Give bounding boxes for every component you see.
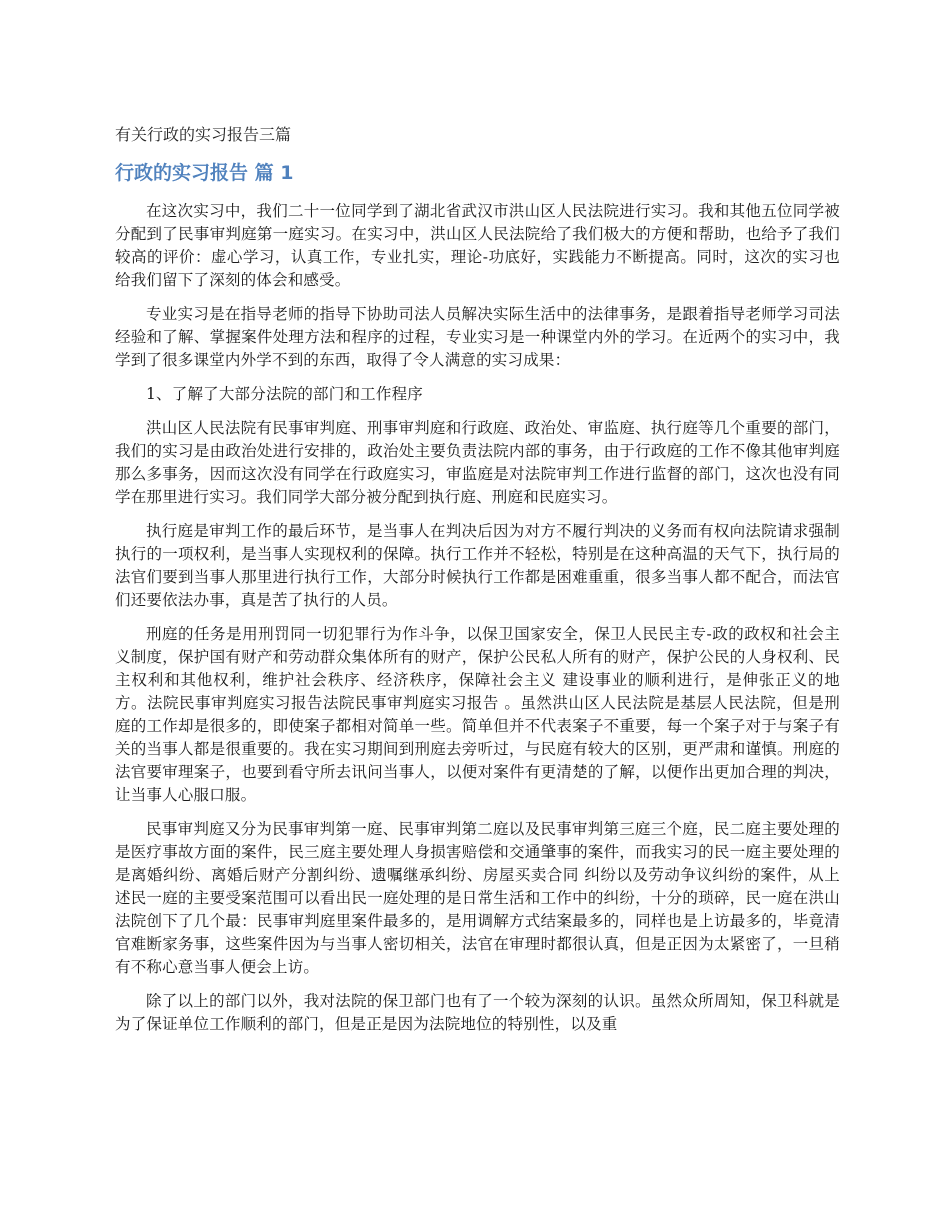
paragraph: 专业实习是在指导老师的指导下协助司法人员解决实际生活中的法律事务，是跟着指导老师学习司法经验和了解、掌握案件处理方法和程序的过程，专业实习是一种课堂内外的学习。在近两个的实习中，我学到了很多课堂内外学不到的东西，取得了令人满意的实习成果： xyxy=(115,305,840,369)
list-heading: 1、了解了大部分法院的部门和工作程序 xyxy=(146,385,423,403)
paragraph: 除了以上的部门以外，我对法院的保卫部门也有了一个较为深刻的认识。虽然众所周知，保卫科就是为了保证单位工作顺利的部门，但是正是因为法院地位的特别性，以及重 xyxy=(115,992,840,1033)
paragraph: 在这次实习中，我们二十一位同学到了湖北省武汉市洪山区人民法院进行实习。我和其他五位同学被分配到了民事审判庭第一庭实习。在实习中，洪山区人民法院给了我们极大的方便和帮助，也给予了我们较高的评价：虚心学习，认真工作，专业扎实，理论-功底好，实践能力不断提高。同时，这次的实习也给我们留下了深刻的体会和感受。 xyxy=(115,202,840,289)
document-page xyxy=(115,124,840,1047)
section-heading: 行政的实习报告 篇 1 xyxy=(115,162,294,184)
paragraph: 洪山区人民法院有民事审判庭、刑事审判庭和行政庭、政治处、审监庭、执行庭等几个重要的部门，我们的实习是由政治处进行安排的，政治处主要负责法院内部的事务，由于行政庭的工作不像其他审判庭那么多事务，因而这次没有同学在行政庭实习，审监庭是对法院审判工作进行监督的部门，这次也没有同学在那里进行实习。我们同学大部分被分配到执行庭、刑庭和民庭实习。 xyxy=(115,419,840,506)
paragraph: 刑庭的任务是用刑罚同一切犯罪行为作斗争，以保卫国家安全，保卫人民民主专-政的政权和社会主义制度，保护国有财产和劳动群众集体所有的财产，保护公民私人所有的财产，保护公民的人身权利、民主权利和其他权利，维护社会秩序、经济秩序，保障社会主义 建设事业的顺利进行，是伸张正义的地方。法院民事审判庭实习报告法院民事审判庭实习报告 。虽然洪山区人民法院是基层人民法院，但是刑庭的工作却是很多的，即使案子都相对简单一些。简单但并不代表案子不重要，每一个案子对于与案子有关的当事人都是很重要的。我在实习期间到刑庭去旁听过，与民庭有较大的区别，更严肃和谨慎。刑庭的法官要审理案子，也要到看守所去讯问当事人，以便对案件有更清楚的了解，以便作出更加合理的判决，让当事人心服口服。 xyxy=(115,625,840,804)
paragraph: 民事审判庭又分为民事审判第一庭、民事审判第二庭以及民事审判第三庭三个庭，民二庭主要处理的是医疗事故方面的案件，民三庭主要处理人身损害赔偿和交通肇事的案件，而我实习的民一庭主要处理的是离婚纠纷、离婚后财产分割纠纷、遗嘱继承纠纷、房屋买卖合同 纠纷以及劳动争议纠纷的案件，从上述民一庭的主要受案范围可以看出民一庭处理的是日常生活和工作中的纠纷，十分的琐碎，民一庭在洪山法院创下了几个最：民事审判庭里案件最多的，是用调解方式结案最多的，同样也是上访最多的，毕竟清官难断家务事，这些案件因为与当事人密切相关，法官在审理时都很认真，但是正因为太紧密了，一旦稍有不称心意当事人便会上访。 xyxy=(115,820,840,976)
paragraph: 执行庭是审判工作的最后环节，是当事人在判决后因为对方不履行判决的义务而有权向法院请求强制执行的一项权利，是当事人实现权利的保障。执行工作并不轻松，特别是在这种高温的天气下，执行局的法官们要到当事人那里进行执行工作，大部分时候执行工作都是困难重重，很多当事人都不配合，而法官们还要依法办事，真是苦了执行的人员。 xyxy=(115,522,840,609)
document-title: 有关行政的实习报告三篇 xyxy=(115,125,292,144)
